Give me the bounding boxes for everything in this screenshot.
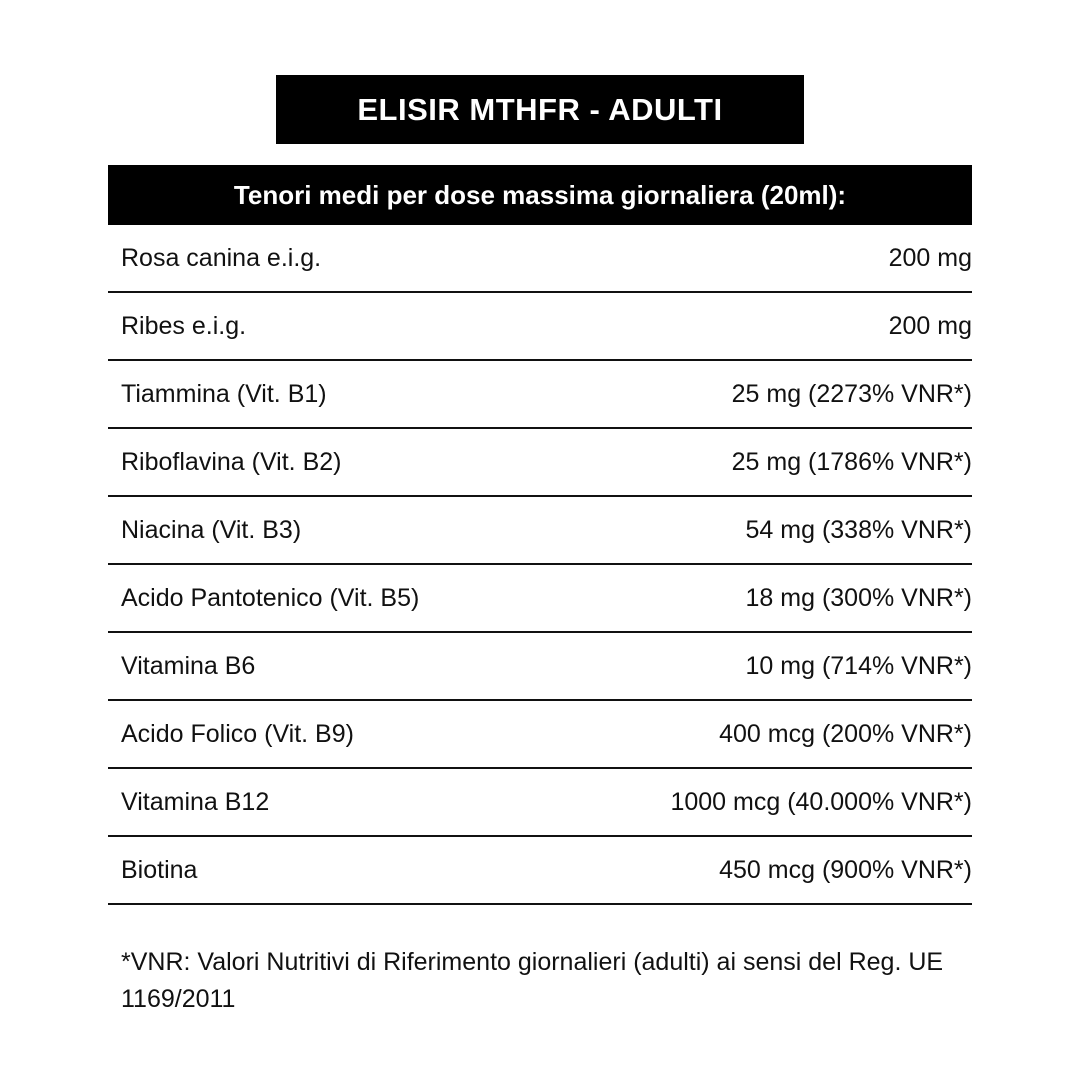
table-header-text: Tenori medi per dose massima giornaliera (20ml): <box>233 179 847 210</box>
ingredient-name: Biotina <box>121 855 198 884</box>
product-title: ELISIR MTHFR - ADULTI <box>357 91 723 127</box>
ingredient-amount: 1000 mcg (40.000% VNR*) <box>670 787 972 816</box>
ingredient-amount: 200 mg <box>888 243 972 272</box>
table-row <box>108 361 972 429</box>
ingredient-amount: 10 mg (714% VNR*) <box>745 651 972 680</box>
ingredient-name: Acido Pantotenico (Vit. B5) <box>121 583 420 612</box>
ingredient-name: Ribes e.i.g. <box>121 311 247 340</box>
ingredient-amount: 18 mg (300% VNR*) <box>745 583 972 612</box>
table-header <box>108 165 972 225</box>
ingredient-amount: 25 mg (2273% VNR*) <box>731 379 972 408</box>
table-row <box>108 633 972 701</box>
ingredient-amount: 54 mg (338% VNR*) <box>745 515 972 544</box>
ingredient-amount: 450 mcg (900% VNR*) <box>719 855 972 884</box>
ingredient-amount: 400 mcg (200% VNR*) <box>719 719 972 748</box>
ingredient-name: Acido Folico (Vit. B9) <box>121 719 354 748</box>
ingredient-name: Niacina (Vit. B3) <box>121 515 302 544</box>
table-row <box>108 497 972 565</box>
table-row <box>108 225 972 293</box>
ingredient-name: Vitamina B6 <box>121 651 256 680</box>
ingredient-name: Rosa canina e.i.g. <box>121 243 322 272</box>
table-row <box>108 293 972 361</box>
table-row <box>108 769 972 837</box>
table-row <box>108 565 972 633</box>
footnote: *VNR: Valori Nutritivi di Riferimento giornalieri (adulti) ai sensi del Reg. UE 1169/2011 <box>121 948 944 1013</box>
table-row <box>108 429 972 497</box>
table-row <box>108 837 972 905</box>
table-row <box>108 701 972 769</box>
ingredient-name: Riboflavina (Vit. B2) <box>121 447 342 476</box>
nutrition-table <box>108 165 972 905</box>
ingredient-name: Vitamina B12 <box>121 787 270 816</box>
ingredient-amount: 200 mg <box>888 311 972 340</box>
ingredient-amount: 25 mg (1786% VNR*) <box>731 447 972 476</box>
ingredient-name: Tiammina (Vit. B1) <box>121 379 327 408</box>
title-banner <box>276 75 804 144</box>
